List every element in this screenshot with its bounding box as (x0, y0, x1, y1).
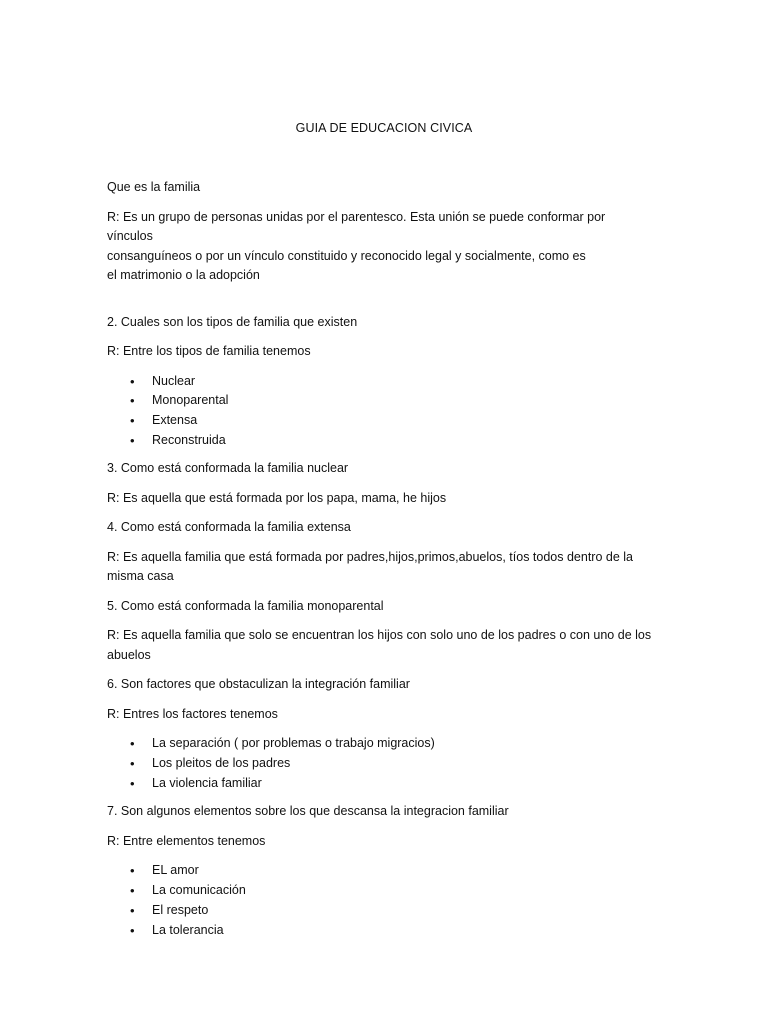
list-item: • Reconstruida (130, 431, 652, 451)
document-title: GUIA DE EDUCACION CIVICA (295, 121, 473, 135)
list-item: • Nuclear (130, 372, 652, 392)
question-1: Que es la familia (107, 180, 201, 194)
answer-2: R: Entre los tipos de familia tenemos (107, 344, 311, 358)
list-item: • La comunicación (130, 881, 652, 901)
question-5: 5. Como está conformada la familia monoparental (107, 598, 384, 613)
answer-6: R: Entres los factores tenemos (107, 706, 278, 721)
list-item: • Los pleitos de los padres (130, 754, 652, 774)
document-body (107, 178, 652, 949)
question-6: 6. Son factores que obstaculizan la integración familiar (107, 677, 410, 692)
question-4: 4. Como está conformada la familia extensa (107, 520, 351, 535)
answer-5 (107, 626, 652, 665)
elements-list (107, 861, 652, 940)
list-item: • Monoparental (130, 391, 652, 411)
answer-4-line: misma casa (107, 569, 174, 584)
answer-1 (107, 208, 652, 286)
answer-5-line: R: Es aquella familia que solo se encuentran los hijos con solo uno de los padres o con uno de los (107, 628, 652, 643)
answer-4 (107, 548, 652, 587)
question-3: 3. Como está conformada la familia nuclear (107, 461, 349, 476)
question-2: 2. Cuales son los tipos de familia que existen (107, 314, 358, 329)
list-item: • La violencia familiar (130, 774, 652, 794)
list-item: • Extensa (130, 411, 652, 431)
answer-1-line: consanguíneos o por un vínculo constituido y reconocido legal y socialmente, como es (107, 248, 586, 263)
factors-list (107, 734, 652, 793)
answer-4-line: R: Es aquella familia que está formada por padres,hijos,primos,abuelos, tíos todos dentro de la (107, 549, 633, 564)
question-7: 7. Son algunos elementos sobre los que descansa la integracion familiar (107, 804, 509, 819)
list-item: • EL amor (130, 861, 652, 881)
family-types-list (107, 372, 652, 451)
list-item: • La separación ( por problemas o trabajo migracios) (130, 734, 652, 754)
list-item: • La tolerancia (130, 921, 652, 941)
answer-1-line: el matrimonio o la adopción (107, 268, 260, 282)
answer-1-line: R: Es un grupo de personas unidas por el parentesco. Esta unión se puede conformar por vínculos (107, 209, 606, 243)
answer-3: R: Es aquella que está formada por los papa, mama, he hijos (107, 490, 447, 505)
answer-7: R: Entre elementos tenemos (107, 833, 266, 848)
list-item: • El respeto (130, 901, 652, 921)
answer-5-line: abuelos (107, 647, 151, 662)
